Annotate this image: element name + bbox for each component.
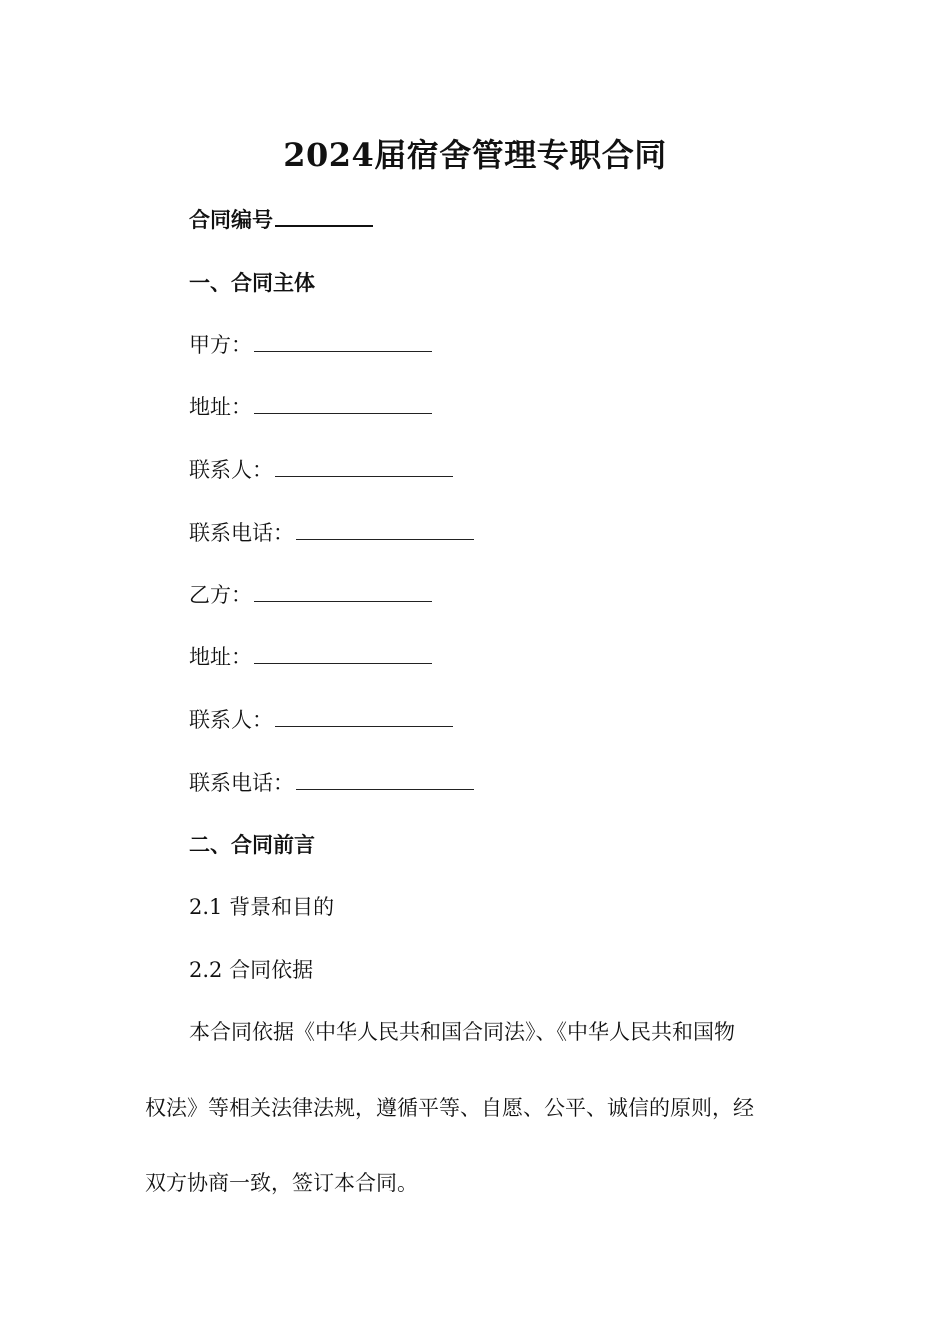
item-2-1: 2.1 背景和目的: [189, 895, 335, 919]
party-a-address-blank[interactable]: [254, 397, 432, 414]
party-a-label: 甲方：: [189, 333, 252, 357]
document-title: 2024届宿舍管理专职合同: [283, 136, 667, 174]
party-b-contact-label: 联系人：: [189, 708, 273, 732]
item-2-2: 2.2 合同依据: [189, 958, 314, 982]
party-a-contact-line: [189, 455, 453, 485]
party-a-blank[interactable]: [254, 335, 432, 352]
section-1-heading: 一、合同主体: [189, 270, 315, 295]
party-b-address-label: 地址：: [189, 645, 252, 669]
party-a-phone-line: [189, 518, 474, 548]
party-a-phone-label: 联系电话：: [189, 521, 294, 545]
paragraph-line-2: 权法》等相关法律法规，遵循平等、自愿、公平、诚信的原则，经: [145, 1096, 754, 1120]
party-a-address-line: [189, 392, 432, 422]
party-b-contact-blank[interactable]: [275, 710, 453, 727]
contract-number-blank[interactable]: [275, 209, 373, 227]
party-b-phone-blank[interactable]: [296, 773, 474, 790]
section-2-heading: 二、合同前言: [189, 832, 315, 857]
party-b-line: [189, 580, 432, 610]
party-a-line: [189, 330, 432, 360]
party-b-blank[interactable]: [254, 585, 432, 602]
party-b-label: 乙方：: [189, 583, 252, 607]
party-b-address-line: [189, 642, 432, 672]
party-b-phone-line: [189, 768, 474, 798]
party-b-contact-line: [189, 705, 453, 735]
party-a-phone-blank[interactable]: [296, 523, 474, 540]
party-b-address-blank[interactable]: [254, 647, 432, 664]
party-a-address-label: 地址：: [189, 395, 252, 419]
paragraph-line-1: 本合同依据《中华人民共和国合同法》、《中华人民共和国物: [189, 1020, 735, 1044]
party-a-contact-blank[interactable]: [275, 460, 453, 477]
contract-number-label: 合同编号: [189, 207, 273, 232]
paragraph-line-3: 双方协商一致，签订本合同。: [145, 1171, 418, 1195]
party-a-contact-label: 联系人：: [189, 458, 273, 482]
party-b-phone-label: 联系电话：: [189, 771, 294, 795]
contract-number-line: [189, 205, 373, 235]
